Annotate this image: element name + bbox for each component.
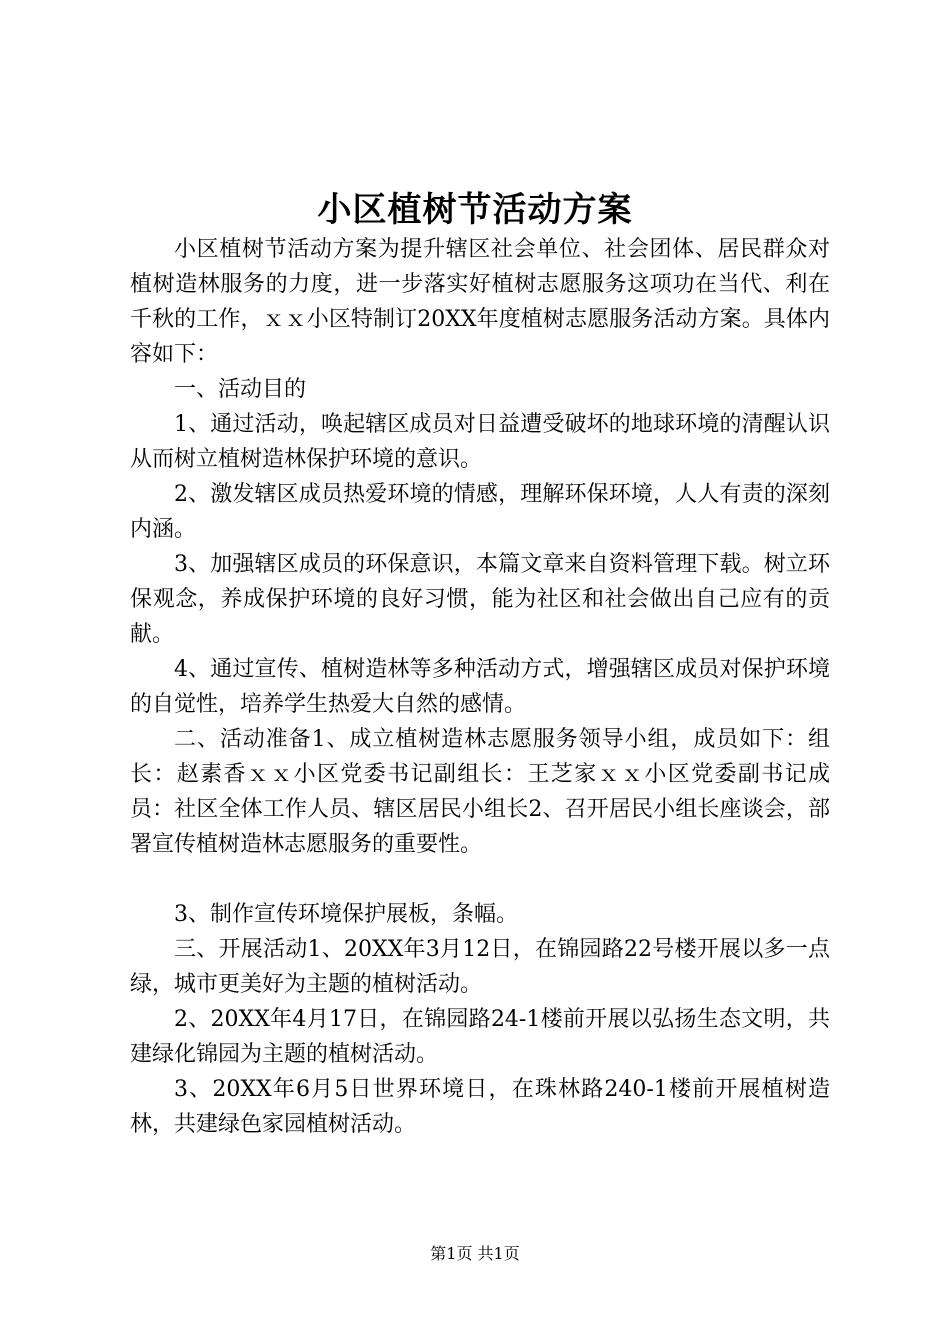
intro-paragraph: 小区植树节活动方案为提升辖区社会单位、社会团体、居民群众对植树造林服务的力度，进一步落实好植树志愿服务这项功在当代、利在千秋的工作，ｘｘ小区特制订20XX年度植树志愿服务活动方案。具体内容如下：	[130, 237, 830, 367]
purpose-item-2: 2、激发辖区成员热爱环境的情感，理解环保环境，人人有责的深刻内涵。	[130, 482, 830, 542]
preparation-paragraph: 二、活动准备1、成立植树造林志愿服务领导小组，成员如下：组长：赵素香ｘｘ小区党委书记副组长：王芝家ｘｘ小区党委副书记成员：社区全体工作人员、辖区居民小组长2、召开居民小组长座谈会，部署宣传植树造林志愿服务的重要性。	[130, 727, 830, 857]
preparation-item-3: 3、制作宣传环境保护展板，条幅。	[174, 902, 518, 927]
document-body	[130, 232, 830, 1142]
purpose-item-4: 4、通过宣传、植树造林等多种活动方式，增强辖区成员对保护环境的自觉性，培养学生热爱大自然的感情。	[130, 657, 830, 717]
purpose-item-1: 1、通过活动，唤起辖区成员对日益遭受破坏的地球环境的清醒认识从而树立植树造林保护环境的意识。	[130, 412, 830, 472]
activity-item-3: 3、20XX年6月5日世界环境日，在珠林路240-1楼前开展植树造林，共建绿色家园植树活动。	[130, 1077, 830, 1137]
purpose-item-3: 3、加强辖区成员的环保意识，本篇文章来自资料管理下载。树立环保观念，养成保护环境的良好习惯，能为社区和社会做出自己应有的贡献。	[130, 552, 830, 647]
document-title: 小区植树节活动方案	[317, 190, 633, 230]
activity-item-1: 三、开展活动1、20XX年3月12日，在锦园路22号楼开展以多一点绿，城市更美好为主题的植树活动。	[130, 937, 830, 997]
section-heading-purpose: 一、活动目的	[174, 377, 307, 402]
paragraph-spacer	[130, 862, 830, 897]
page-number-footer: 第1页 共1页	[430, 1244, 520, 1263]
activity-item-2: 2、20XX年4月17日，在锦园路24-1楼前开展以弘扬生态文明，共建绿化锦园为主题的植树活动。	[130, 1007, 830, 1067]
